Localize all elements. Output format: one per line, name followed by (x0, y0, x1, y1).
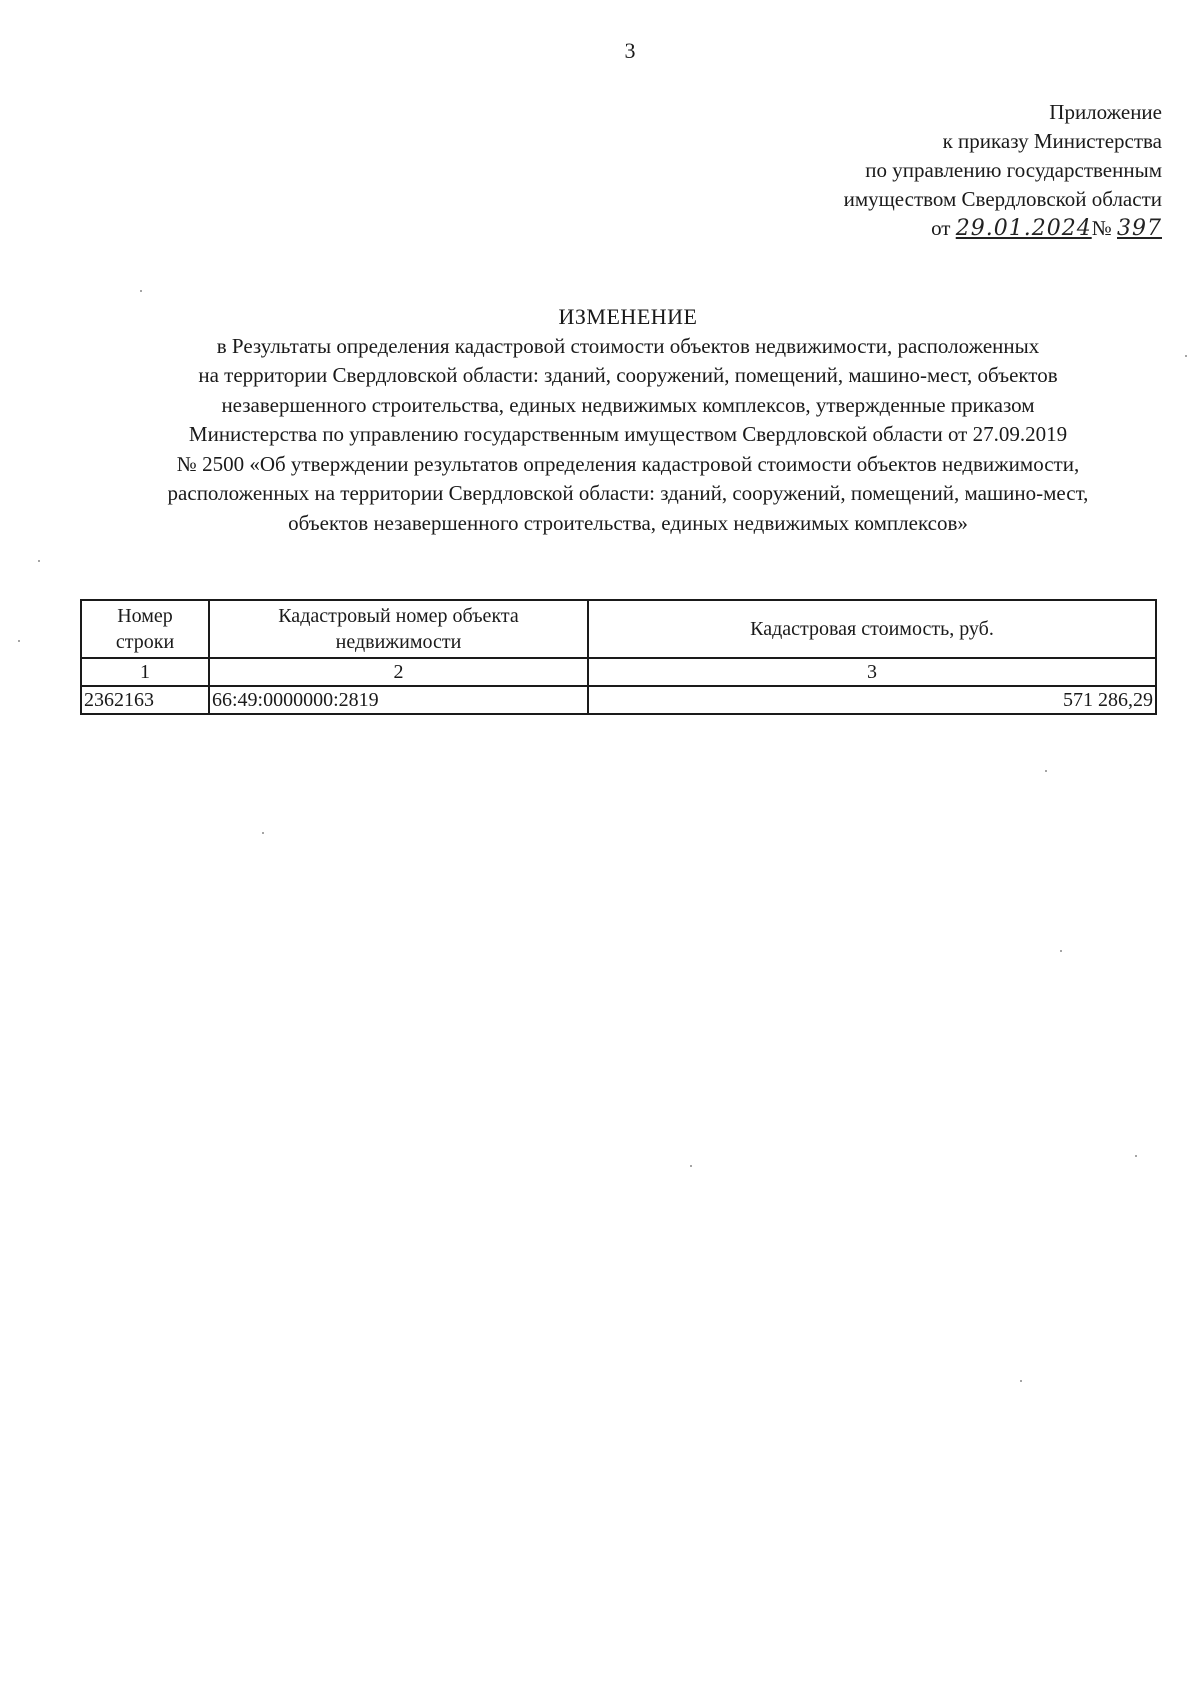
appendix-line-1: Приложение (1049, 100, 1162, 124)
column-number-2: 2 (209, 658, 588, 686)
scan-speck (1020, 1380, 1022, 1382)
appendix-date-line (562, 214, 1162, 243)
scan-speck (1185, 355, 1187, 357)
column-number-1: 1 (81, 658, 209, 686)
document-heading: ИЗМЕНЕНИЕ (558, 304, 698, 329)
date-prefix: от (931, 216, 951, 240)
document-title-block (78, 302, 1178, 538)
scan-speck (262, 832, 264, 834)
title-line-6: расположенных на территории Свердловской области: зданий, сооружений, помещений, машино-мест, (167, 481, 1089, 505)
header-row-number (81, 600, 209, 658)
cadastral-value-table (80, 599, 1157, 715)
title-line-5: № 2500 «Об утверждении результатов определения кадастровой стоимости объектов недвижимости, (176, 451, 1080, 476)
cadastral-value-cell: 571 286,29 (588, 686, 1156, 714)
title-line-4: Министерства по управлению государственным имуществом Свердловской области от 27.09.2019 (188, 422, 1068, 446)
scan-speck (38, 560, 40, 562)
appendix-header (562, 98, 1162, 243)
scan-speck (18, 640, 20, 642)
title-line-1: в Результаты определения кадастровой стоимости объектов недвижимости, расположенных (216, 333, 1040, 358)
scan-speck (1045, 770, 1047, 772)
cadastral-number-cell: 66:49:0000000:2819 (209, 686, 588, 714)
title-line-2: на территории Свердловской области: зданий, сооружений, помещений, машино-мест, объектов (198, 363, 1058, 387)
column-number-3: 3 (588, 658, 1156, 686)
header-row-number-line-2: строки (115, 631, 175, 653)
appendix-line-2: к приказу Министерства (942, 129, 1162, 153)
header-cadastral-number-line-2: недвижимости (335, 631, 462, 653)
scan-speck (140, 290, 142, 292)
handwritten-number: 397 (1117, 216, 1162, 241)
header-cadastral-number-line-1: Кадастровый номер объекта (278, 605, 519, 627)
scan-speck (690, 1165, 692, 1167)
table-header-row (81, 600, 1156, 658)
title-line-7: объектов незавершенного строительства, единых недвижимых комплексов» (288, 510, 968, 535)
scan-speck (1060, 950, 1062, 952)
header-row-number-line-1: Номер (117, 605, 173, 627)
page-number: 3 (624, 38, 636, 63)
header-cadastral-number (209, 600, 588, 658)
table-row (81, 686, 1156, 714)
number-prefix: № (1091, 216, 1112, 240)
scan-speck (1135, 1155, 1137, 1157)
title-line-3: незавершенного строительства, единых недвижимых комплексов, утвержденные приказом (221, 392, 1035, 417)
handwritten-date: 29.01.2024 (955, 216, 1092, 241)
appendix-line-3: по управлению государственным (865, 158, 1162, 182)
header-cadastral-value: Кадастровая стоимость, руб. (588, 600, 1156, 658)
row-number-cell: 2362163 (81, 686, 209, 714)
table-column-number-row (81, 658, 1156, 686)
appendix-line-4: имуществом Свердловской области (843, 187, 1162, 211)
